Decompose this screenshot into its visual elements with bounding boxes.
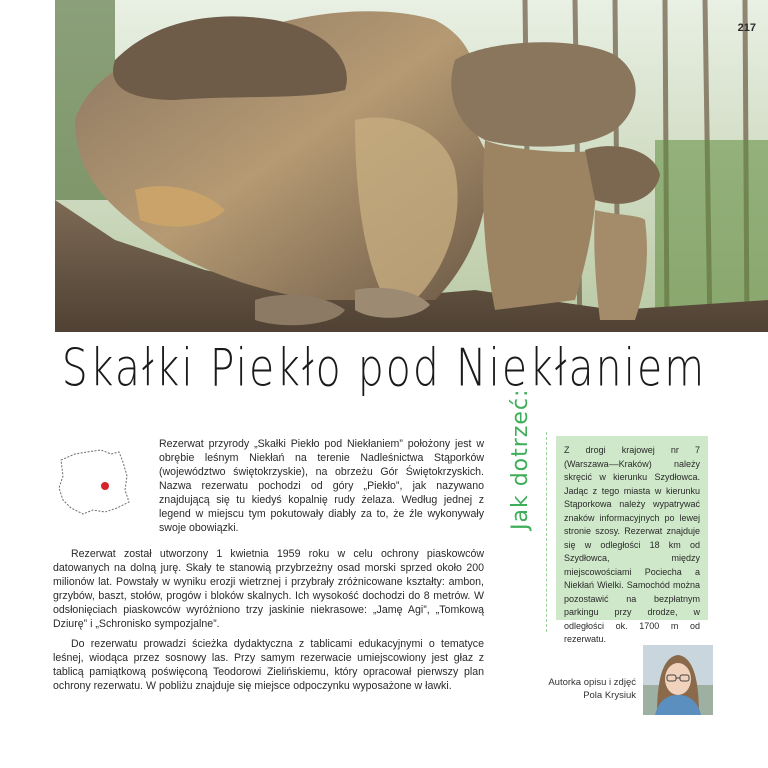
author-portrait: [643, 645, 713, 715]
page-number: 217: [737, 22, 756, 34]
author-name: Pola Krysiuk: [583, 690, 636, 701]
sidebar-divider: [546, 432, 547, 632]
paragraph-trail: Do rezerwatu prowadzi ścieżka dydaktyczna z tablicami edukacyjnymi o tematyce leśnej, wiodąca przez sosnowy las. Przy samym rezerwacie umiejscowiony jest głaz z tablicą pamiątkową poświęconą Teodorowi Zielińskiemu, który opracował pierwszy plan ochrony rezerwatu. W pobliżu znajduje się miejsce odpoczynku wyposażone w ławki.: [53, 638, 484, 692]
directions-heading: Jak dotrzeć:: [508, 388, 533, 530]
rock-formation-photo: [55, 0, 768, 332]
author-caption: [548, 676, 636, 702]
directions-box: Z drogi krajowej nr 7 (Warszawa––Kraków) należy skręcić w kierunku Szydłowca. Jadąc z tego miasta w kierunku Stąporkowa należy wypatrywać znaków informacyjnych po lewej stronie szosy. Rezerwat znajduje się w odległości 18 km od Szydłowca, między miejscowościami Pociecha a Niekłań Wielki. Samochód można pozostawić na bezpłatnym parkingu przy drodze, w odległości ok. 1700 m od rezerwatu.: [556, 436, 708, 620]
paragraph-history: Rezerwat został utworzony 1 kwietnia 1959 roku w celu ochrony piaskowców datowanych na dolną jurę. Skały te stanowią przybrzeżny osad morski sprzed około 200 milionów lat. Powstały w wyniku erozji wietrznej i przybrały zróżnicowane kształty: ambon, grzybów, baszt, stołów, progów i bloków skalnych. Ich wysokość dochodzi do 8 metrów. W odsłonięciach piaskowców wyróżniono trzy jaskinie niekrasowe: „Jamę Agi”, „Tomkową Dziurę” i „Schronisko sympozjalne”.: [53, 548, 484, 630]
author-caption-role: Autorka opisu i zdjęć: [548, 677, 636, 688]
paragraph-intro: Rezerwat przyrody „Skałki Piekło pod Niekłaniem” położony jest w obrębie leśnym Niekłań na terenie Nadleśnictwa Stąporków (województwo świętokrzyskie), na obrzeżu Gór Świętokrzyskich. Nazwa rezerwatu pochodzi od góry „Piekło”, jak nazywano znajdującą się tu kiedyś kopalnię rudy żelaza. Według jednej z legend w miejscu tym pokutowały diabły za to, że źle wykonywały swoje obowiązki.: [159, 438, 484, 534]
page-title: Skałki Piekło pod Niekłaniem: [61, 338, 707, 398]
